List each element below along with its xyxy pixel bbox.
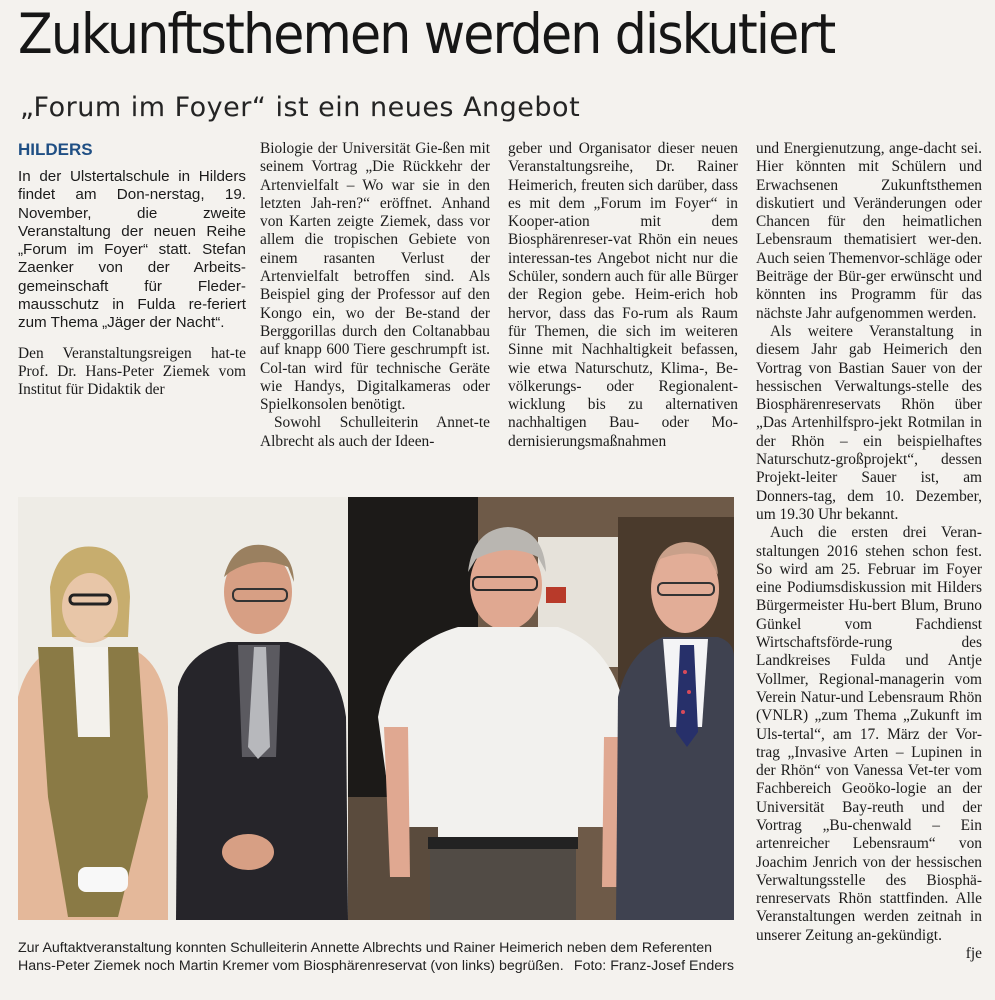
caption-text: Zur Auftaktveranstaltung konnten Schulleiterin Annette Albrechts und Rainer Heimerich neben dem Referenten Hans-Peter Ziemek noch Martin Kremer vom Biosphärenreservat (von links) begrüßen. bbox=[18, 940, 713, 974]
group-photo-illustration bbox=[18, 497, 734, 920]
paragraph: Als weitere Veranstaltung in diesem Jahr gab Heimerich den Vortrag von Bastian Sauer von der hessischen Verwaltungs-stelle des Biosphärenreservats Rhön über „Das Artenhilfspro-jekt Rotmilan in der Rhön – ein beispielhaftes Naturschutz-großprojekt“, dessen Projekt-leiter Sauer ist, am Donners-tag, dem 10. Dezember, um 19.30 Uhr bekannt. bbox=[756, 322, 982, 523]
article-column-2 bbox=[260, 140, 490, 451]
dateline: HILDERS bbox=[18, 140, 93, 159]
headline: Zukunftsthemen werden diskutiert bbox=[18, 2, 835, 66]
paragraph: Biologie der Universität Gie-ßen mit seinem Vortrag „Die Rückkehr der Artenvielfalt – Wo war sie in den letzten Jah-ren?“ eröffnet. Anhand von Karten zeigte Ziemek, dass vor allem die tropischen Gebiete von einem rasanten Verlust der Artenvielfalt betroffen sind. Als Beispiel ging der Professor auf den Kongo ein, wo der Be-stand der Berggorillas durch den Coltanabbau auf knapp 600 Tiere geschrumpft ist. Col-tan wird für technische Geräte wie Handys, Digitalkameras oder Spielkonsolen benötigt. bbox=[260, 140, 490, 414]
article-column-3 bbox=[508, 140, 738, 451]
photo-caption bbox=[18, 939, 734, 975]
paragraph: Den Veranstaltungsreigen hat-te Prof. Dr. Hans-Peter Ziemek vom Institut für Didaktik der bbox=[18, 344, 246, 399]
subheadline: „Forum im Foyer“ ist ein neues Angebot bbox=[20, 92, 581, 123]
paragraph: geber und Organisator dieser neuen Veranstaltungsreihe, Dr. Rainer Heimerich, freuten sich darüber, dass es mit dem „Forum im Foyer“ in Kooper-ation mit dem Biosphärenreser-vat Rhön ein neues interessan-tes Angebot nicht nur die Schüler, sondern auch für alle Bürger der Region gebe. Heim-erich hob hervor, dass das Fo-rum als Raum für Themen, die sich im weiteren Sinne mit Nachhaltigkeit befassen, wie etwa Naturschutz, Klima-, Be-völkerungs- oder Regionalent-wicklung bis zu alternativen nachhaltigen Bau- oder Mo-dernisierungsmaßnahmen bbox=[508, 140, 738, 450]
paragraph: und Energienutzung, ange-dacht sei. Hier könnten mit Schülern und Erwachsenen Zukunftsthemen diskutiert und Veränderungen oder Chancen für den heimatlichen Lebensraum thematisiert wer-den. Auch seien Themenvor-schläge oder Beiträge der Bür-ger erwünscht und könnten ins Programm für das nächste Jahr aufgenommen werden. bbox=[756, 140, 982, 322]
paragraph: Auch die ersten drei Veran-staltungen 2016 stehen schon fest. So wird am 25. Februar im Foyer eine Podiumsdiskussion mit Hilders Bürgermeister Hu-bert Blum, Bruno Günkel vom Fachdienst Wirtschaftsförde-rung des Landkreises Fulda und Antje Vollmer, Regional-managerin vom Verein Natur-und Lebensraum Rhön (VNLR) „zum Thema „Zukunft im Uls-tertal“, am 17. März der Vor-trag „Invasive Arten – Lupinen in der Rhön“ von Vanessa Vet-ter vom Fachbereich Geoöko-logie an der Universität Bay-reuth und der Vortrag „Bu-chenwald – Ein artenreicher Lebensraum“ von Joachim Jenrich von der hessischen Verwaltungsstelle des Biosphä-renreservats Rhön stattfinden. Alle Veranstaltungen werden zeitnah in unserer Zeitung an-gekündigt. bbox=[756, 524, 982, 944]
paragraph: Sowohl Schulleiterin Annet-te Albrecht als auch der Ideen- bbox=[260, 414, 490, 450]
article-column-1 bbox=[18, 140, 246, 400]
article-column-4 bbox=[756, 140, 982, 963]
photo-credit: Foto: Franz-Josef Enders bbox=[573, 958, 734, 974]
article-photo bbox=[18, 497, 734, 920]
author-initials: fje bbox=[965, 945, 982, 963]
paragraph: In der Ulstertalschule in Hilders findet am Don-nerstag, 19. November, die zweite Veranstaltung der neuen Reihe „Forum im Foyer“ statt. Stefan Zaenker von der Arbeits-gemeinschaft für Fleder-mausschutz in Fulda re-feriert zum Thema „Jäger der Nacht“. bbox=[18, 168, 246, 332]
